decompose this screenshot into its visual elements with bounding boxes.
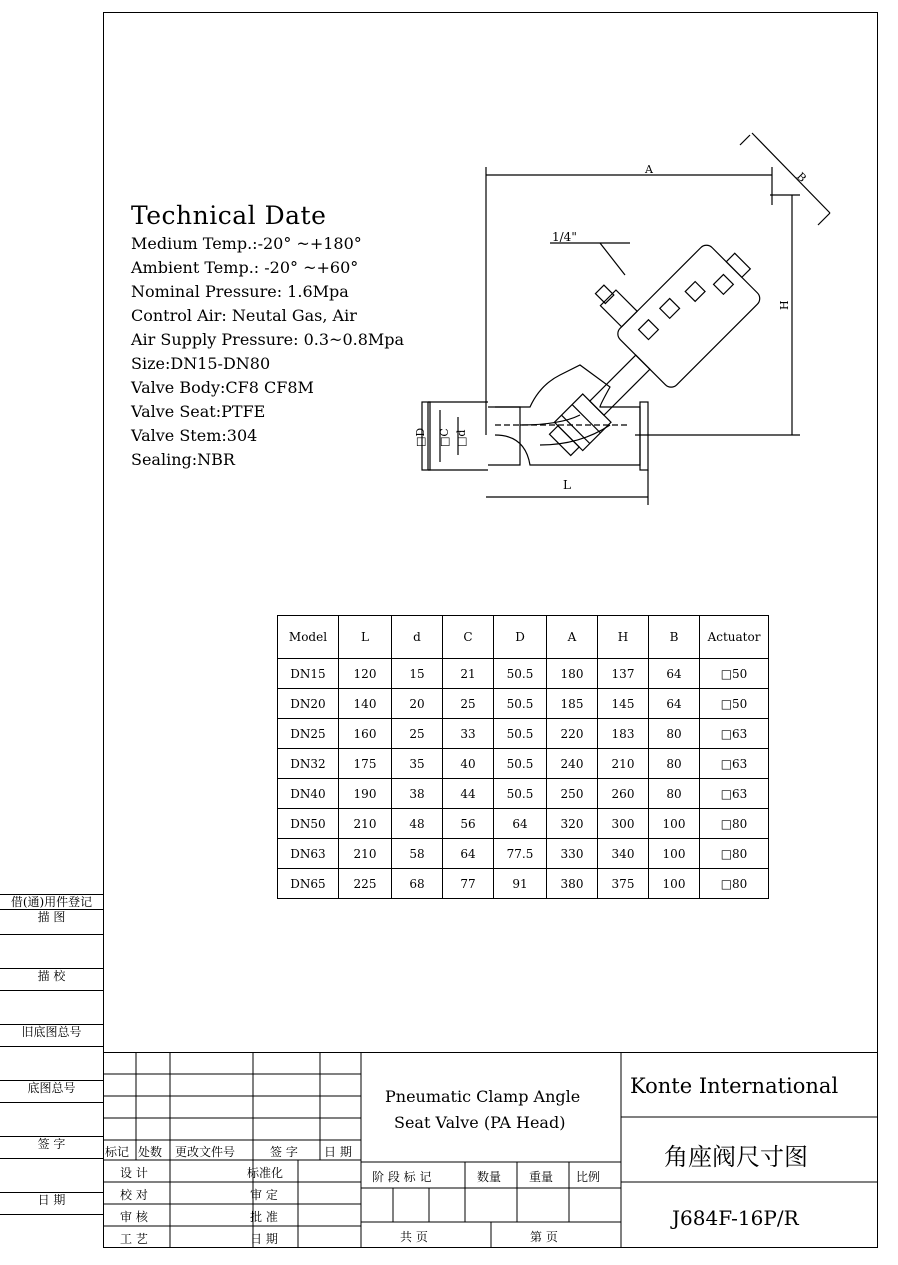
spec-cell: 44 [443,779,494,809]
spec-cell: 330 [547,839,598,869]
spec-cell: DN65 [278,869,339,899]
tb-page: 第 页 [530,1230,558,1244]
header-cell: L [339,616,392,659]
tb-weight: 重量 [529,1170,554,1184]
side-box [0,990,103,1025]
side-box [0,1158,103,1193]
valve-drawing [400,125,850,515]
spec-cell: □80 [700,839,769,869]
tb-description-2: Seat Valve (PA Head) [394,1113,566,1132]
side-reg-block [0,894,103,935]
spec-cell: 80 [649,749,700,779]
spec-cell: 77.5 [494,839,547,869]
spec-cell: 140 [339,689,392,719]
spec-cell: 260 [598,779,649,809]
header-cell: A [547,616,598,659]
spec-cell: 240 [547,749,598,779]
spec-cell: DN32 [278,749,339,779]
spec-cell: 340 [598,839,649,869]
spec-cell: 25 [443,689,494,719]
tech-line: Valve Stem:304 [131,426,258,445]
tech-line: Ambient Temp.: -20° ~+60° [131,258,359,277]
spec-cell: 68 [392,869,443,899]
spec-cell: 375 [598,869,649,899]
spec-table [277,615,769,899]
spec-cell: 80 [649,719,700,749]
tech-line: Size:DN15-DN80 [131,354,271,373]
spec-cell: 91 [494,869,547,899]
spec-cell: 77 [443,869,494,899]
side-reg: 借(通)用件登记 [10,895,93,909]
spec-cell: 210 [339,839,392,869]
tb-total: 共 页 [400,1230,428,1244]
header-cell: d [392,616,443,659]
tb-review: 审 核 [120,1210,148,1224]
tech-line: Valve Body:CF8 CF8M [131,378,314,397]
rev-file: 更改文件号 [175,1145,236,1159]
spec-cell: 320 [547,809,598,839]
tb-design: 设 计 [120,1166,148,1180]
side-trace: 描 图 [0,909,103,924]
spec-cell: DN25 [278,719,339,749]
spec-row [278,779,769,809]
technical-title: Technical Date [131,201,327,230]
spec-cell: 210 [339,809,392,839]
spec-cell: 160 [339,719,392,749]
spec-cell: 80 [649,779,700,809]
tb-quantity: 数量 [477,1170,502,1184]
spec-cell: 64 [649,659,700,689]
port-label: 1/4" [552,230,577,244]
side-sign: 签 字 [0,1136,103,1159]
side-date: 日 期 [0,1192,103,1215]
spec-cell: 380 [547,869,598,899]
spec-body [278,659,769,899]
rev-sign: 签 字 [270,1145,298,1159]
spec-cell: 48 [392,809,443,839]
header-cell: D [494,616,547,659]
spec-cell: DN20 [278,689,339,719]
spec-cell: 21 [443,659,494,689]
side-check: 描 校 [0,968,103,991]
tb-approve: 批 准 [250,1210,278,1224]
technical-data [131,200,404,472]
spec-cell: 35 [392,749,443,779]
tb-scale: 比例 [576,1170,601,1184]
spec-cell: 100 [649,869,700,899]
spec-cell: 145 [598,689,649,719]
spec-cell: 300 [598,809,649,839]
spec-cell: 137 [598,659,649,689]
spec-cell: 183 [598,719,649,749]
spec-row [278,719,769,749]
tb-stage-mark: 阶 段 标 记 [372,1170,432,1184]
side-box [0,1102,103,1137]
side-box [0,1046,103,1081]
dim-h-label: H [778,300,791,310]
rev-date: 日 期 [324,1145,352,1159]
spec-row [278,809,769,839]
spec-cell: 50.5 [494,659,547,689]
tb-chinese-title: 角座阀尺寸图 [664,1143,808,1171]
dim-l-label: L [563,478,571,492]
tech-line: Valve Seat:PTFE [131,402,266,421]
tech-line: Sealing:NBR [131,450,235,469]
spec-row [278,659,769,689]
tb-audit: 审 定 [250,1188,278,1202]
spec-cell: □63 [700,779,769,809]
side-base-no: 底图总号 [0,1080,103,1103]
side-box [0,934,103,969]
spec-cell: 100 [649,839,700,869]
tb-description-1: Pneumatic Clamp Angle [385,1087,581,1106]
spec-cell: DN15 [278,659,339,689]
spec-cell: 50.5 [494,779,547,809]
spec-cell: 40 [443,749,494,779]
spec-cell: 50.5 [494,749,547,779]
side-old-no: 旧底图总号 [0,1024,103,1047]
spec-cell: 50.5 [494,689,547,719]
spec-cell: 100 [649,809,700,839]
spec-cell: DN50 [278,809,339,839]
spec-cell: 250 [547,779,598,809]
header-cell: C [443,616,494,659]
spec-cell: 15 [392,659,443,689]
spec-cell: □50 [700,689,769,719]
tech-line: Medium Temp.:-20° ~+180° [131,234,362,253]
spec-header-row [278,616,769,659]
spec-cell: DN40 [278,779,339,809]
spec-cell: □63 [700,749,769,779]
dim-a-label: A [645,163,653,176]
dim-d-inner: □d [455,429,468,447]
spec-cell: 210 [598,749,649,779]
spec-cell: 175 [339,749,392,779]
header-cell: B [649,616,700,659]
spec-cell: 56 [443,809,494,839]
spec-cell: 38 [392,779,443,809]
spec-cell: 190 [339,779,392,809]
tb-process: 工 艺 [120,1232,148,1246]
dim-d-outer: □D [414,427,427,447]
spec-row [278,689,769,719]
spec-cell: 25 [392,719,443,749]
tech-line: Control Air: Neutal Gas, Air [131,306,357,325]
spec-cell: □63 [700,719,769,749]
rev-mark: 标记 [105,1145,130,1159]
tb-proof: 校 对 [120,1188,148,1202]
spec-row [278,869,769,899]
tech-line: Nominal Pressure: 1.6Mpa [131,282,349,301]
dim-c: □C [438,428,451,447]
dim-b-label: B [793,169,809,185]
spec-cell: 50.5 [494,719,547,749]
spec-cell: 20 [392,689,443,719]
spec-cell: 180 [547,659,598,689]
header-cell: H [598,616,649,659]
spec-row [278,839,769,869]
spec-cell: 64 [443,839,494,869]
spec-cell: □80 [700,869,769,899]
side-box [0,1214,103,1249]
spec-cell: 33 [443,719,494,749]
tb-drawing-no: J684F-16P/R [672,1206,799,1230]
spec-cell: 64 [494,809,547,839]
spec-cell: 58 [392,839,443,869]
tb-date2: 日 期 [250,1232,278,1246]
header-cell: Actuator [700,616,769,659]
header-cell: Model [278,616,339,659]
rev-count: 处数 [138,1145,163,1159]
spec-cell: 64 [649,689,700,719]
tech-line: Air Supply Pressure: 0.3~0.8Mpa [131,330,405,349]
spec-cell: 225 [339,869,392,899]
spec-cell: DN63 [278,839,339,869]
spec-cell: □50 [700,659,769,689]
spec-cell: □80 [700,809,769,839]
spec-cell: 220 [547,719,598,749]
spec-row [278,749,769,779]
spec-cell: 185 [547,689,598,719]
tb-company: Konte International [630,1074,839,1098]
tb-standard: 标准化 [247,1166,284,1180]
spec-cell: 120 [339,659,392,689]
